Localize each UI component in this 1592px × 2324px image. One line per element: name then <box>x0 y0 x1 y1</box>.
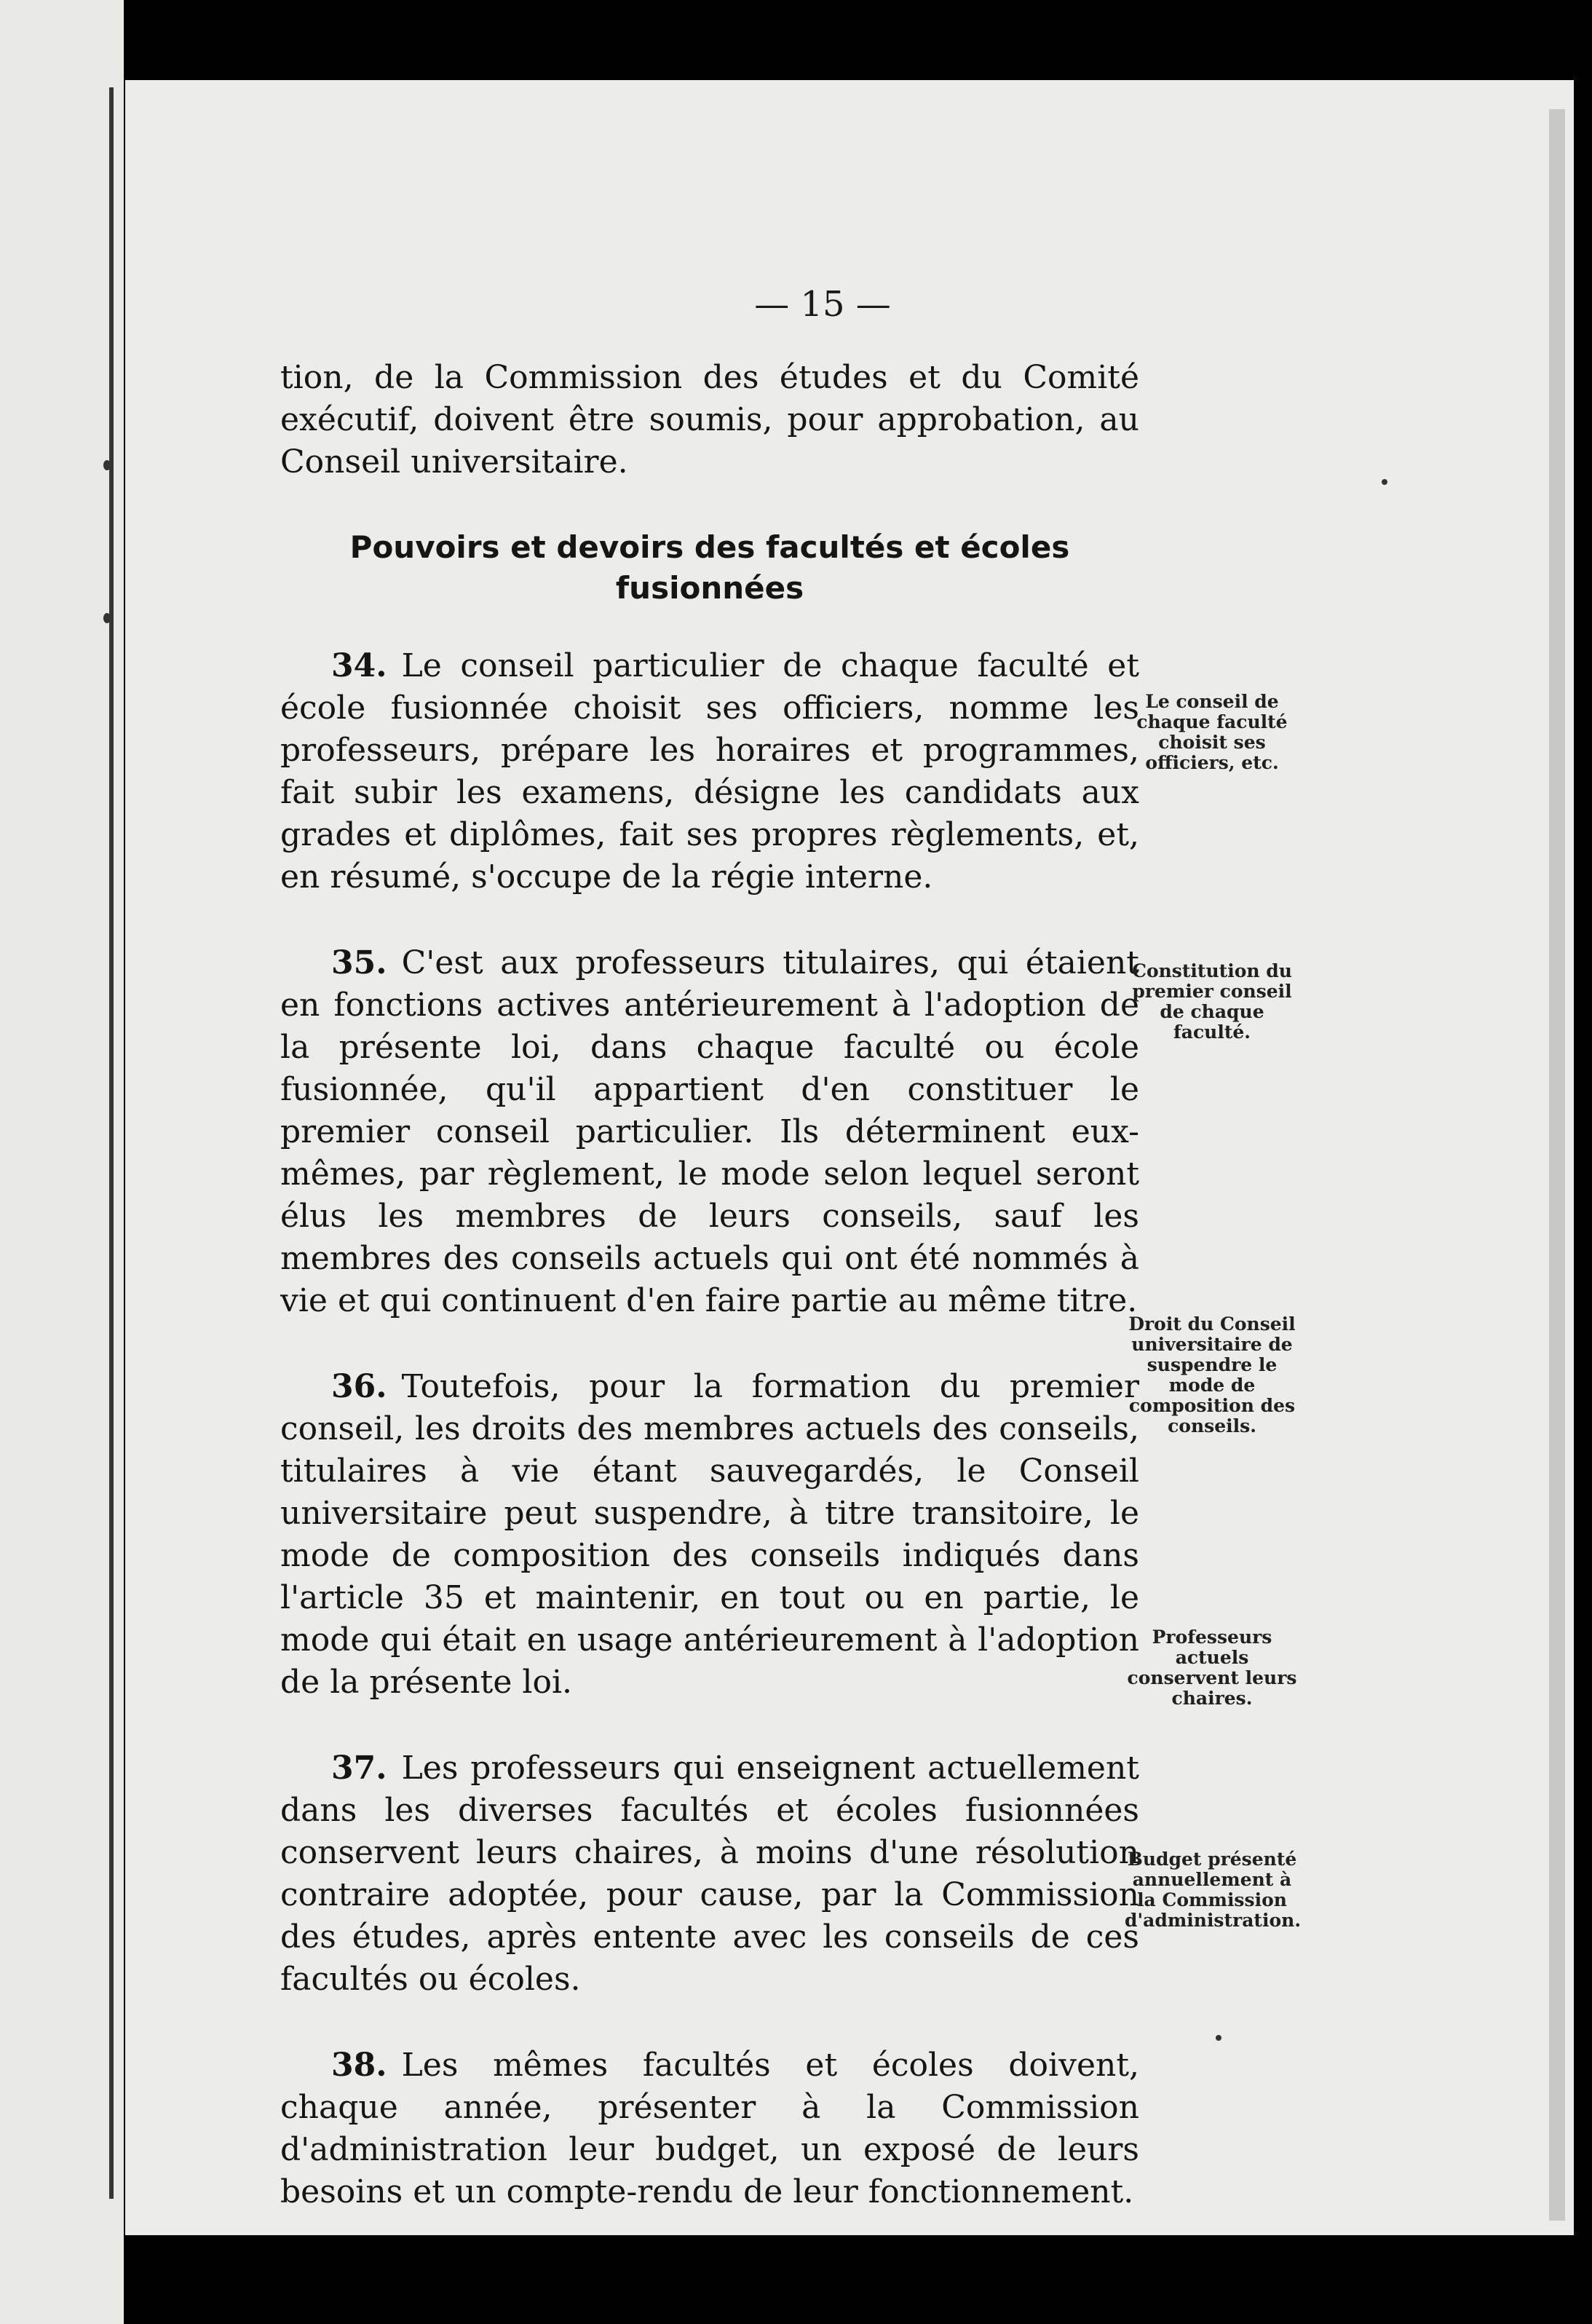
section-heading: Pouvoirs et devoirs des facultés et écoles fusionnées <box>349 529 1070 606</box>
page-number: — 15 — <box>754 284 891 325</box>
spine-mark <box>103 460 111 470</box>
article-number: 36. <box>331 1368 387 1405</box>
article-35 <box>280 942 1139 1322</box>
article-34 <box>280 645 1139 898</box>
binding-line <box>109 87 114 2199</box>
left-page-edge <box>0 0 124 2324</box>
article-text: Le conseil particulier de chaque faculté et école fusionnée choisit ses officiers, nomme les professeurs, prépare les horaires et programmes, fait subir les examens, désigne les candidats aux grades et diplômes, fait ses propres règlements, et, en résumé, s'occupe de la régie interne. <box>280 647 1139 896</box>
article-text: Les professeurs qui enseignent actuellement dans les diverses facultés et écoles fusionnées conservent leurs chaires, à moins d'une résolution contraire adoptée, pour cause, par la Commission des études, après entente avec les conseils de ces facultés ou écoles. <box>280 1750 1139 1998</box>
article-text: C'est aux professeurs titulaires, qui étaient en fonctions actives antérieurement à l'adoption de la présente loi, dans chaque faculté ou école fusionnée, qu'il appartient d'en constituer le premier conseil particulier. Ils déterminent eux-mêmes, par règlement, le mode selon lequel seront élus les membres de leurs conseils, sauf les membres des conseils actuels qui ont été nommés à vie et qui continuent d'en faire partie au même titre. <box>280 944 1139 1319</box>
article-number: 35. <box>331 944 387 981</box>
continuation-paragraph: tion, de la Commission des études et du Comité exécutif, doivent être soumis, pour approbation, au Conseil universitaire. <box>280 359 1139 481</box>
article-number: 34. <box>331 647 387 684</box>
article-37 <box>280 1747 1139 2001</box>
text-column <box>280 357 1139 2241</box>
page-right-edge <box>1549 109 1565 2221</box>
speck <box>1382 479 1387 485</box>
margin-note-38: Budget présenté annuellement à la Commission d'administration. <box>1125 1849 1302 1931</box>
margin-note-36: Droit du Conseil universitaire de suspendre le mode de composition des conseils. <box>1128 1313 1296 1436</box>
margin-note-37: Professeurs actuels conservent leurs chaires. <box>1127 1627 1297 1709</box>
article-text: Les mêmes facultés et écoles doivent, chaque année, présenter à la Commission d'administration leur budget, un exposé de leurs besoins et un compte-rendu de leur fonctionnement. <box>280 2047 1139 2210</box>
speck <box>1216 2035 1221 2041</box>
article-text: Toutefois, pour la formation du premier conseil, les droits des membres actuels des conseils, titulaires à vie étant sauvegardés, le Conseil universitaire peut suspendre, à titre transitoire, le mode de composition des conseils indiqués dans l'article 35 et maintenir, en tout ou en partie, le mode qui était en usage antérieurement à l'adoption de la présente loi. <box>280 1368 1139 1701</box>
margin-note-34: Le conseil de chaque faculté choisit ses officiers, etc. <box>1136 691 1288 773</box>
margin-note-35: Constitution du premier conseil de chaque faculté. <box>1132 960 1292 1043</box>
article-number: 38. <box>331 2047 387 2084</box>
article-38 <box>280 2044 1139 2213</box>
article-36 <box>280 1366 1139 1704</box>
spine-mark <box>103 613 111 623</box>
article-number: 37. <box>331 1750 387 1787</box>
